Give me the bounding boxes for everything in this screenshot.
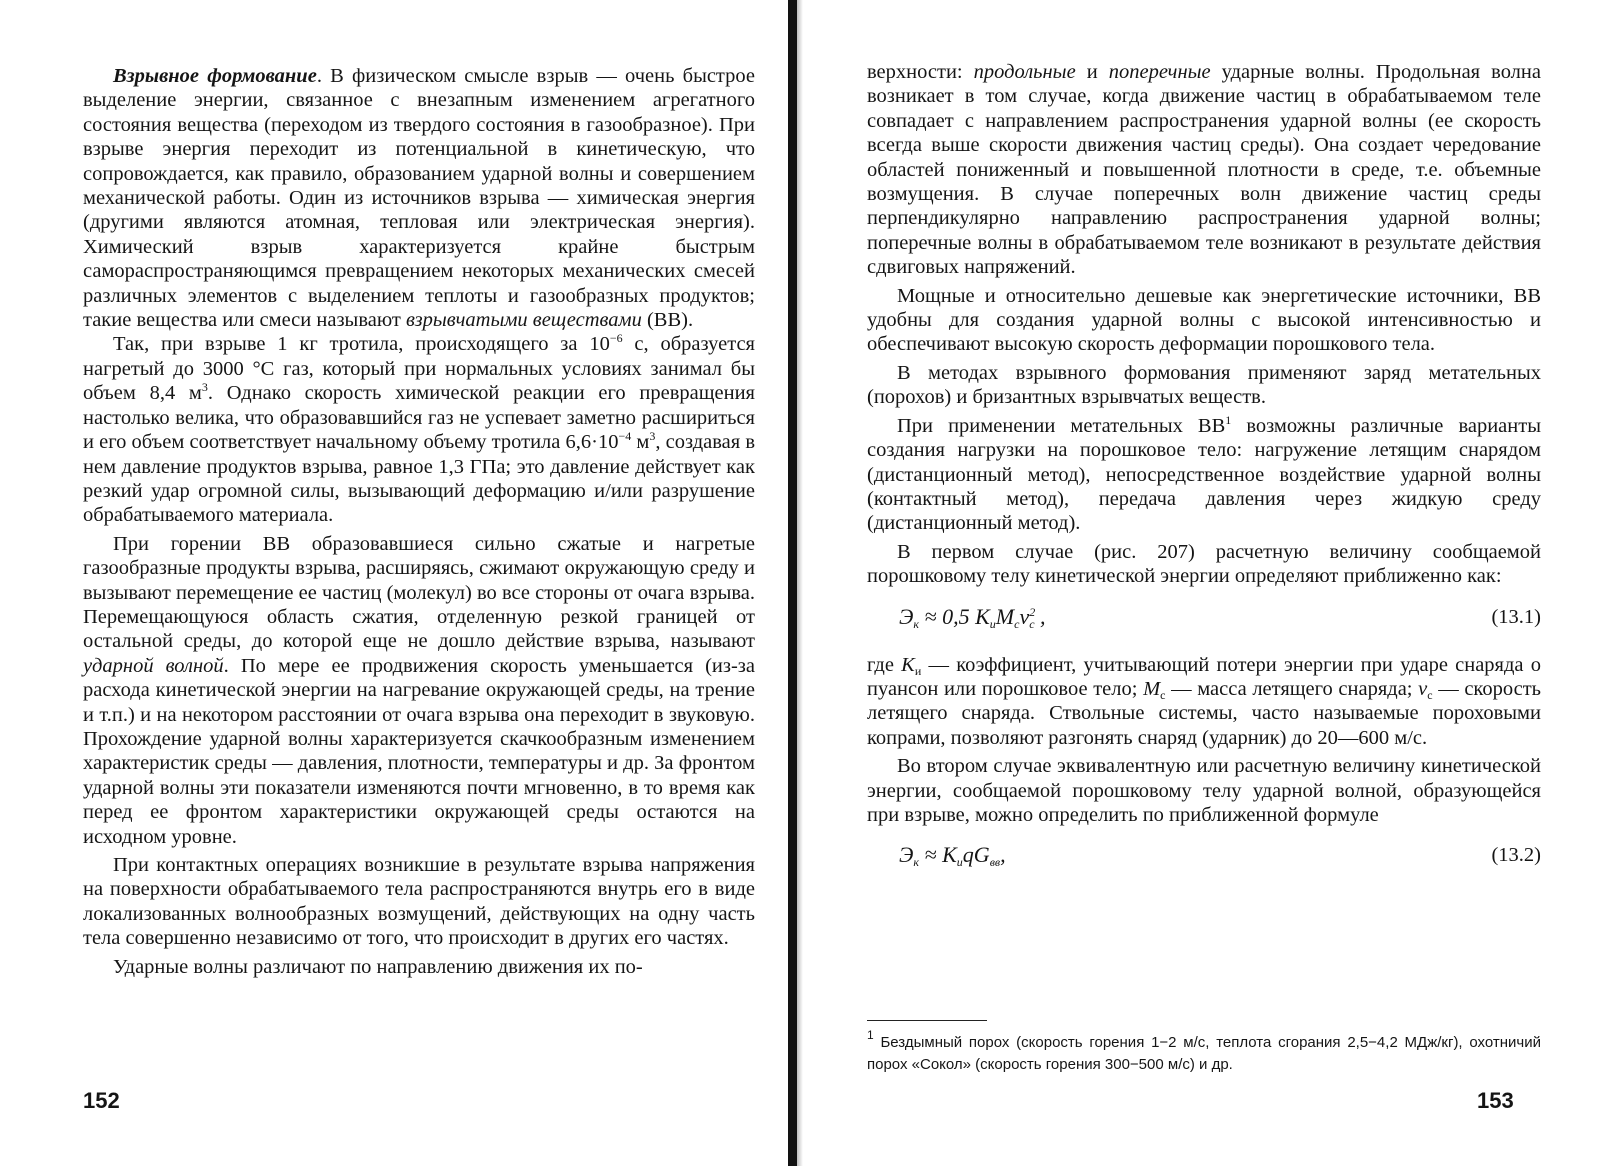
- term-emphasis: ударной волной: [83, 654, 224, 677]
- footnote: [867, 1028, 1541, 1076]
- paragraph-text: При применении метательных ВВ: [897, 414, 1226, 437]
- paragraph-wave-types-start: Ударные волны различают по направлению движения их по-: [113, 955, 643, 978]
- paragraph-second-case: Во втором случае эквивалентную или расчетную величину кинетической энергии, сообщаемой порошковому телу ударной волной, образующейся при взрыве, можно определить по приближенной формуле: [867, 755, 1541, 826]
- section-heading: Взрывное формование: [113, 65, 317, 87]
- paragraph-text: и: [1075, 61, 1109, 83]
- paragraph-tnt-example: [83, 332, 755, 527]
- paragraph-first-case: В первом случае (рис. 207) расчетную величину сообщаемой порошковому телу кинетической энергии определяют приближенно как:: [867, 540, 1541, 588]
- paragraph-text: ударные волны. Продольная волна возникает в том случае, когда движение частиц в обрабатываемом теле совпадает с направлением распространения ударной волны (ее скорость всегда выше скорости движения частиц среды). Она создает чередование областей пониженный и повышенной плотности в среде, т.е. объемные возмущения. В случае поперечных волн движение частиц среды перпендикулярно направлению распространения ударной волны; поперечные волны в обрабатываемом теле возникают в результате действия сдвиговых напряжений.: [867, 61, 1541, 279]
- paragraph-contact-operations: При контактных операциях возникшие в результате взрыва напряжения на поверхности обрабатываемого тела распространяются внутрь его в виде локализованных волнообразных возмущений, действующих на одну часть тела совершенно независимо от того, что происходит в других его частях.: [83, 854, 755, 950]
- paragraph-text: , создавая в нем давление продуктов взрыва, равное 1,3 ГПа; это давление действует как резкий удар огромной силы, вызывающий деформацию и/или разрушение обрабатываемого материала.: [83, 431, 755, 527]
- page-number: 152: [83, 1088, 120, 1113]
- footnote-divider: [867, 1020, 987, 1021]
- superscript: −4: [618, 429, 632, 444]
- subscript: и: [914, 663, 922, 678]
- symbol: M: [1143, 677, 1161, 700]
- superscript: 3: [201, 380, 208, 395]
- subscript: c: [1160, 687, 1166, 702]
- formula-number: (13.1): [1491, 605, 1541, 628]
- paragraph-text: — скорость летящего снаряда. Ствольные системы, часто называемые пороховыми копрами, позволяют разгонять снаряд (ударник) до 20—600 м/с.: [867, 677, 1541, 749]
- term-emphasis: поперечные: [1108, 61, 1211, 83]
- right-page: [805, 0, 1601, 1166]
- paragraph-text: верхности:: [867, 61, 974, 83]
- footnote-marker: 1: [1225, 412, 1232, 427]
- formula-13-1: [867, 599, 1541, 641]
- paragraph-text: — масса летящего снаряда;: [1165, 677, 1419, 700]
- paragraph-text: с, образуется нагретый до 3000 °С газ, который при нормальных условиях занимал бы объем 8,4 м: [83, 333, 755, 405]
- superscript: −6: [609, 331, 623, 346]
- paragraph-wave-types: [867, 60, 1541, 280]
- superscript: 3: [649, 429, 656, 444]
- paragraph-text: . Однако скорость химической реакции его превращения настолько велика, что образовавшийся газ не успевает заметно расшириться и его объем соответствует начальному объему тротила 6,6·10: [83, 382, 755, 454]
- formula-expression: $Э_к \approx 0,5$ $K_иM_cv^2_c$ ,: [899, 603, 1046, 631]
- subscript: c: [1427, 687, 1433, 702]
- paragraph-where: [867, 653, 1541, 751]
- formula-expression: $Э_к \approx K_иqG_{вв}$,: [899, 842, 1006, 870]
- term-emphasis: продольные: [973, 61, 1076, 83]
- paragraph-shock-wave: [83, 532, 755, 849]
- paragraph-text: Так, при взрыве 1 кг тротила, происходящего за 10: [113, 333, 610, 356]
- paragraph-text: . По мере ее продвижения скорость уменьшается (из-за расхода кинетической энергии на нагревание окружающей среды, на трение и т.п.) и на некотором расстоянии от очага взрыва она переходит в звуковую. Прохождение ударной волны характеризуется скачкообразным изменением характеристик среды — давления, плотности, температуры и др. За фронтом ударной волны эти показатели изменяются почти мгновенно, в то время как перед ее фронтом характеристики окружающей среды остаются на исходном уровне.: [83, 654, 755, 848]
- symbol: v: [1418, 677, 1428, 700]
- paragraph-text: где: [867, 653, 902, 676]
- paragraph-text: м: [631, 431, 650, 454]
- formula-number: (13.2): [1491, 844, 1541, 867]
- paragraph-explosive-forming: [83, 64, 755, 332]
- paragraph-methods: В методах взрывного формования применяют заряд метательных (порохов) и бризантных взрывчатых веществ.: [867, 361, 1541, 409]
- paragraph-text: При горении ВВ образовавшиеся сильно сжатые и нагретые газообразные продукты взрыва, расширяясь, сжимают окружающую среду и вызывают перемещение ее частиц (молекул) во все стороны от очага взрыва. Перемещающуюся область сжатия, отделенную резкой границей от остальной среды, до которой еще не дошло действие взрыва, называют: [83, 532, 755, 653]
- paragraph-energy-sources: Мощные и относительно дешевые как энергетические источники, ВВ удобны для создания ударной волны с высокой интенсивностью и обеспечивают высокую скорость деформации порошкового тела.: [867, 284, 1541, 356]
- left-page-body: [83, 64, 755, 979]
- page-number: 153: [1477, 1088, 1514, 1113]
- paragraph-text: — коэффициент, учитывающий потери энергии при ударе снаряда о пуансон или порошковое тело;: [867, 653, 1541, 700]
- symbol: K: [901, 653, 915, 676]
- term-emphasis: взрывчатыми веществами: [405, 309, 642, 332]
- footnote-marker: 1: [867, 1028, 874, 1042]
- footnote-text: Бездымный порох (скорость горения 1−2 м/с, теплота сгорания 2,5−4,2 МДж/кг), охотничий порох «Сокол» (скорость горения 300−500 м/с) и др.: [867, 1034, 1541, 1073]
- book-spine-gutter: [788, 0, 797, 1166]
- paragraph-text: . В физическом смысле взрыв — очень быстрое выделение энергии, связанное с внезапным изменением агрегатного состояния вещества (переходом из твердого состояния в газообразное). При взрыве энергия переходит из потенциальной в кинетическую, что сопровождается, как правило, образованием ударной волны и совершением механической работы. Один из источников взрыва — химическая энергия (другими являются атомная, тепловая или электрическая энергия). Химический взрыв характеризуется крайне быстрым самораспространяющимся превращением некоторых механических смесей различных элементов с выделением теплоты и газообразных продуктов; такие вещества или смеси называют: [83, 65, 755, 332]
- formula-13-2: [867, 837, 1541, 879]
- paragraph-propellant-variants: [867, 414, 1541, 536]
- right-page-body: [867, 60, 1541, 891]
- left-page: [0, 0, 795, 1166]
- paragraph-text: (ВВ).: [641, 309, 694, 332]
- paragraph-text: возможны различные варианты создания нагрузки на порошковое тело: нагружение летящим снарядом (дистанционный метод), непосредственное воздействие ударной волны (контактный метод), передача давления через жидкую среду (дистанционный метод).: [867, 414, 1541, 535]
